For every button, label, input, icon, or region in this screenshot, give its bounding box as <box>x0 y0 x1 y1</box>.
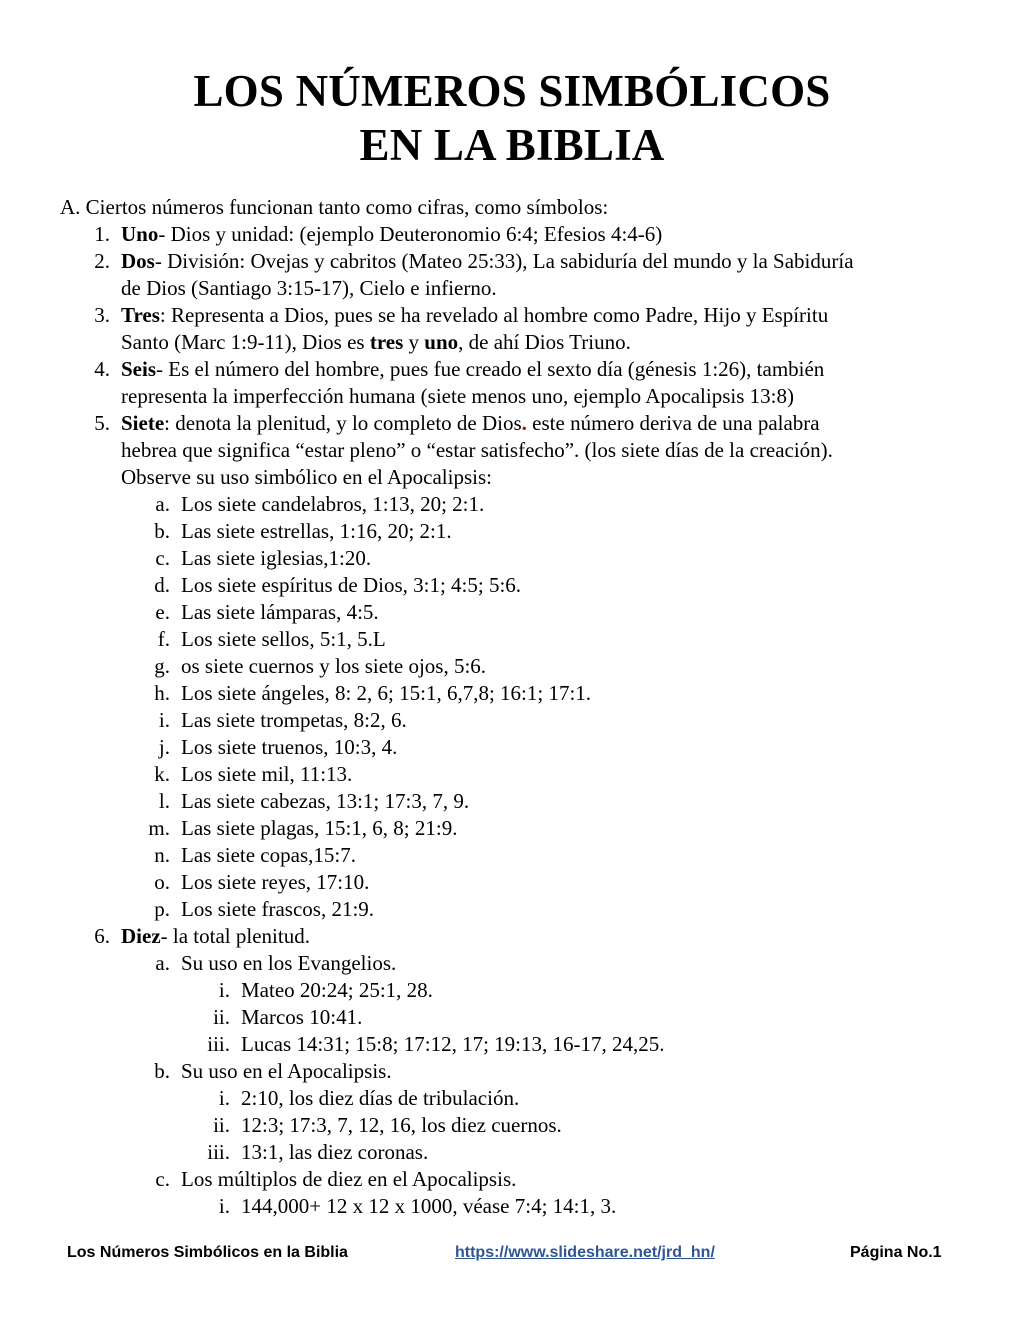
keyword-siete: Siete <box>121 411 165 435</box>
sub-text: Las siete trompetas, 8:2, 6. <box>181 708 407 732</box>
item-text: este número deriva de una palabra <box>526 411 820 435</box>
sub-marker: a. <box>155 951 170 975</box>
sub-text: Los siete candelabros, 1:13, 20; 2:1. <box>181 492 485 516</box>
sub-marker: n. <box>154 843 170 867</box>
sub-marker: iii. <box>207 1032 230 1056</box>
keyword-tres: Tres <box>121 303 160 327</box>
keyword-uno-inline: uno <box>424 330 459 354</box>
sub-marker: g. <box>154 654 170 678</box>
sub-text: Las siete iglesias,1:20. <box>181 546 372 570</box>
keyword-tres-inline: tres <box>369 330 404 354</box>
sub-text: Los siete reyes, 17:10. <box>181 870 370 894</box>
sub-text: Las siete lámparas, 4:5. <box>181 600 379 624</box>
sub-text: Las siete copas,15:7. <box>181 843 356 867</box>
keyword-uno: Uno <box>121 222 159 246</box>
sub-marker: m. <box>148 816 170 840</box>
sub-text: Los siete frascos, 21:9. <box>181 897 375 921</box>
footer-link[interactable]: https://www.slideshare.net/jrd_hn/ <box>455 1244 715 1261</box>
sub-text: Las siete plagas, 15:1, 6, 8; 21:9. <box>181 816 458 840</box>
sub-text: Los múltiplos de diez en el Apocalipsis. <box>181 1167 517 1191</box>
sub-text: Los siete truenos, 10:3, 4. <box>181 735 398 759</box>
footer-link-wrapper <box>455 1242 715 1264</box>
sub-marker: i. <box>218 978 230 1002</box>
red-period: . <box>521 411 527 435</box>
text-run: , de ahí Dios Triuno. <box>458 330 631 354</box>
item-text: : denota la plenitud, y lo completo de Dios <box>164 411 522 435</box>
item-continuation: representa la imperfección humana (siete menos uno, ejemplo Apocalipsis 13:8) <box>121 384 794 408</box>
sub-marker: f. <box>157 627 170 651</box>
sub-text: Los siete ángeles, 8: 2, 6; 15:1, 6,7,8; 16:1; 17:1. <box>181 681 592 705</box>
sub-text: Mateo 20:24; 25:1, 28. <box>241 978 433 1002</box>
sub-text: 2:10, los diez días de tribulación. <box>241 1086 520 1110</box>
title-line-1: LOS NÚMEROS SIMBÓLICOS <box>193 66 831 116</box>
sub-marker: h. <box>154 681 170 705</box>
sub-marker: j. <box>158 735 170 759</box>
sub-text: Su uso en los Evangelios. <box>181 951 397 975</box>
sub-marker: iii. <box>207 1140 230 1164</box>
item-continuation <box>121 329 631 356</box>
footer-page-number: Página No.1 <box>850 1244 942 1261</box>
sub-marker: d. <box>154 573 170 597</box>
list-number: 3. <box>94 303 110 327</box>
sub-text: os siete cuernos y los siete ojos, 5:6. <box>181 654 487 678</box>
sub-marker: ii. <box>213 1005 230 1029</box>
sub-text: Las siete estrellas, 1:16, 20; 2:1. <box>181 519 452 543</box>
sub-text: Los siete espíritus de Dios, 3:1; 4:5; 5:6. <box>181 573 522 597</box>
list-number: 2. <box>94 249 110 273</box>
sub-marker: k. <box>154 762 170 786</box>
sub-marker: i. <box>218 1086 230 1110</box>
sub-marker: e. <box>155 600 170 624</box>
item-text: - la total plenitud. <box>160 924 310 948</box>
list-number: 6. <box>94 924 110 948</box>
sub-marker: i. <box>158 708 170 732</box>
title-line-2: EN LA BIBLIA <box>359 120 665 170</box>
sub-marker: b. <box>154 1059 170 1083</box>
sub-marker: i. <box>218 1194 230 1218</box>
item-text: - División: Ovejas y cabritos (Mateo 25:33), La sabiduría del mundo y la Sabiduría <box>154 249 854 273</box>
sub-text: Las siete cabezas, 13:1; 17:3, 7, 9. <box>181 789 470 813</box>
sub-text: Marcos 10:41. <box>241 1005 363 1029</box>
item-text: : Representa a Dios, pues se ha revelado al hombre como Padre, Hijo y Espíritu <box>159 303 829 327</box>
sub-marker: a. <box>155 492 170 516</box>
sub-text: Los siete sellos, 5:1, 5.L <box>181 627 386 651</box>
text-run: y <box>403 330 425 354</box>
sub-text: Los siete mil, 11:13. <box>181 762 353 786</box>
list-number: 5. <box>94 411 110 435</box>
sub-marker: l. <box>158 789 170 813</box>
sub-text: Lucas 14:31; 15:8; 17:12, 17; 19:13, 16-17, 24,25. <box>241 1032 665 1056</box>
item-continuation: de Dios (Santiago 3:15-17), Cielo e infierno. <box>121 276 497 300</box>
sub-marker: ii. <box>213 1113 230 1137</box>
list-number: 1. <box>94 222 110 246</box>
section-a-heading: A. Ciertos números funcionan tanto como cifras, como símbolos: <box>60 195 609 219</box>
item-continuation: Observe su uso simbólico en el Apocalipsis: <box>121 465 492 489</box>
keyword-diez: Diez <box>121 924 161 948</box>
sub-marker: c. <box>155 1167 170 1191</box>
sub-text: Su uso en el Apocalipsis. <box>181 1059 392 1083</box>
sub-marker: b. <box>154 519 170 543</box>
text-run: Santo (Marc 1:9-11), Dios es <box>121 330 370 354</box>
keyword-dos: Dos <box>121 249 155 273</box>
list-number: 4. <box>94 357 110 381</box>
sub-marker: p. <box>154 897 170 921</box>
sub-text: 12:3; 17:3, 7, 12, 16, los diez cuernos. <box>241 1113 562 1137</box>
item-continuation: hebrea que significa “estar pleno” o “estar satisfecho”. (los siete días de la creación). <box>121 438 833 462</box>
sub-text: 144,000+ 12 x 12 x 1000, véase 7:4; 14:1, 3. <box>241 1194 617 1218</box>
sub-marker: o. <box>154 870 170 894</box>
footer-title: Los Números Simbólicos en la Biblia <box>67 1244 348 1261</box>
keyword-seis: Seis <box>121 357 157 381</box>
sub-marker: c. <box>155 546 170 570</box>
item-text: - Dios y unidad: (ejemplo Deuteronomio 6:4; Efesios 4:4-6) <box>158 222 663 246</box>
sub-text: 13:1, las diez coronas. <box>241 1140 429 1164</box>
item-text: - Es el número del hombre, pues fue creado el sexto día (génesis 1:26), también <box>156 357 825 381</box>
